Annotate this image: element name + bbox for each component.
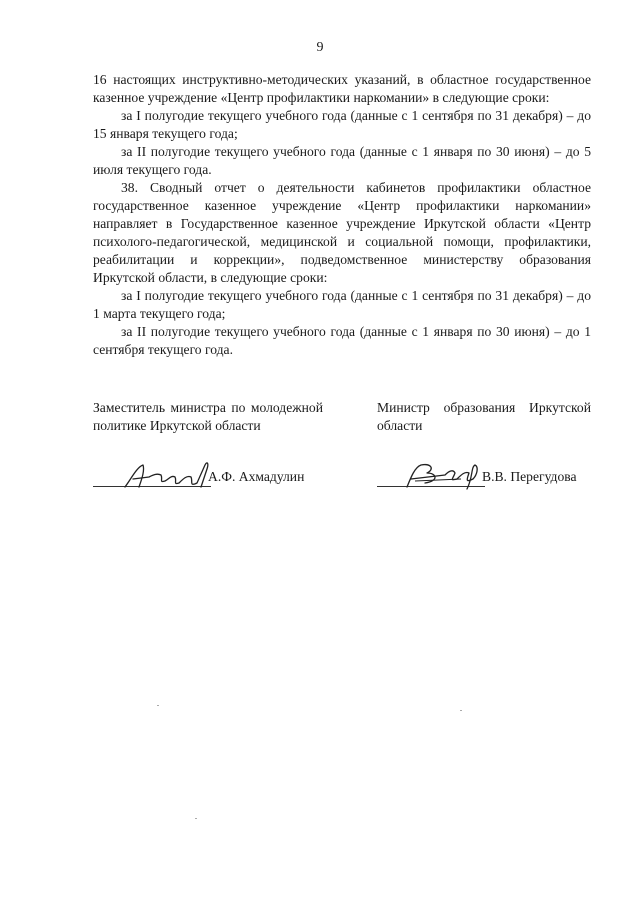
signatory-left-name: А.Ф. Ахмадулин [208,469,305,484]
page-number: 9 [316,40,324,55]
signature-row-right [377,457,591,493]
paragraph-intro: 16 настоящих инструктивно-методических указаний, в областное государственное казенное учреждение «Центр профилактики наркомании» в следующие сроки: [93,72,591,105]
paragraph-summary-deadline-h1: за I полугодие текущего учебного года (данные с 1 сентября по 31 декабря) – до 1 марта текущего года; [93,288,591,321]
handwritten-signature-right [401,457,485,493]
paragraph-summary-deadline-h2: за II полугодие текущего учебного года (данные с 1 января по 30 июня) – до 1 сентября текущего года. [93,324,591,357]
signature-row-left [93,457,323,493]
paragraph-item-38: 38. Сводный отчет о деятельности кабинетов профилактики областное государственное казенное учреждение «Центр профилактики наркомании» направляет в Государственное казенное учреждение Иркутской области «Центр психолого-педагогической, медицинской и социальной помощи, профилактики, реабилитации и коррекции», подведомственное министерству образования Иркутской области, в следующие сроки: [93,180,591,285]
signatory-left-position: Заместитель министра по молодежной политике Иркутской области [93,400,323,433]
signatory-right-name: В.В. Перегудова [482,469,577,484]
paragraph-deadline-h1: за I полугодие текущего учебного года (данные с 1 сентября по 31 декабря) – до 15 января текущего года; [93,108,591,141]
scan-speck [157,705,159,706]
paragraph-deadline-h2: за II полугодие текущего учебного года (данные с 1 января по 30 июня) – до 5 июля текущего года. [93,144,591,177]
document-body [93,71,591,359]
scan-speck [195,818,197,819]
scan-speck [460,710,462,711]
signatory-right-position: Министр образования Иркутской области [377,400,591,433]
handwritten-signature-left [121,457,221,493]
